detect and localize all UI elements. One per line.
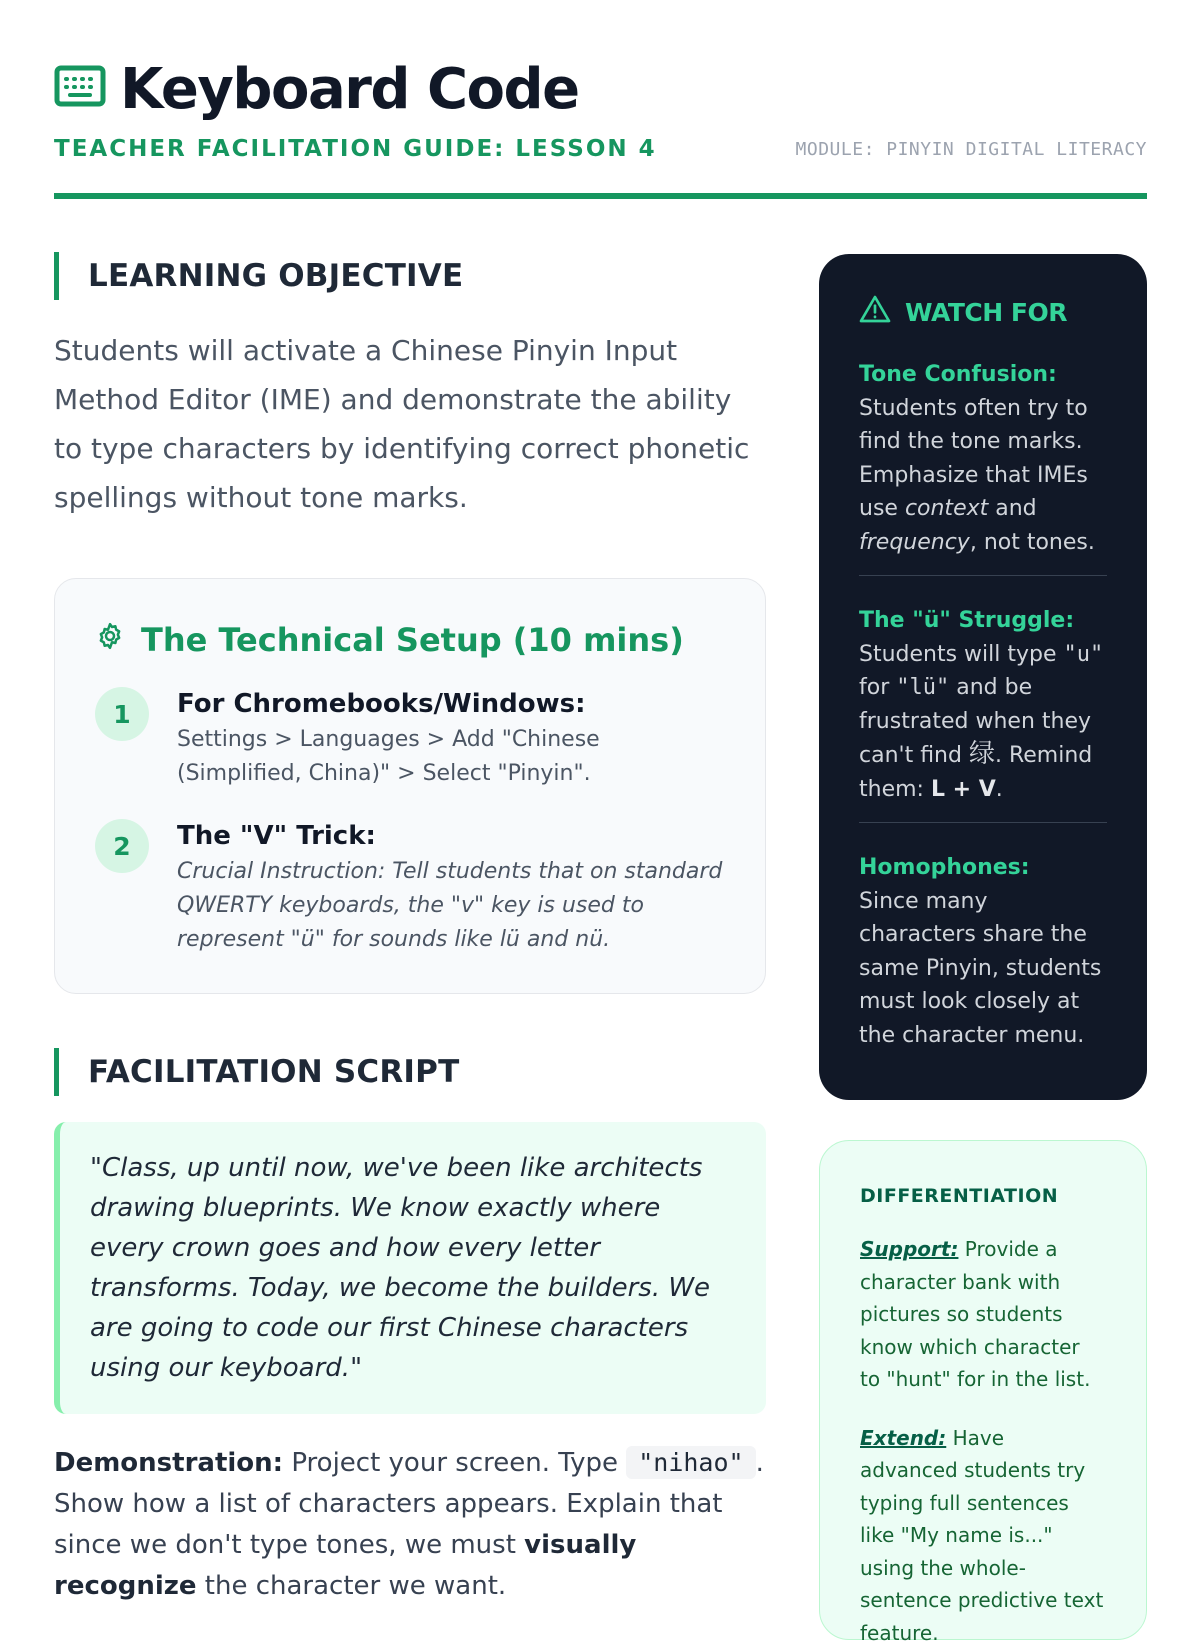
gear-icon <box>95 621 141 659</box>
watch-item-text: . Remind them: <box>859 743 1092 802</box>
watch-item-u-struggle <box>859 575 1107 806</box>
watch-item-title: The "ü" Struggle: <box>859 604 1107 638</box>
step-body <box>177 687 725 791</box>
setup-heading-row <box>95 621 725 659</box>
guide-subtitle: TEACHER FACILITATION GUIDE: LESSON 4 <box>54 136 657 162</box>
watch-item-title: Homophones: <box>859 851 1107 885</box>
setup-step <box>95 687 725 791</box>
step-body <box>177 819 725 957</box>
script-heading: FACILITATION SCRIPT <box>54 1048 766 1096</box>
watch-item-title: Tone Confusion: <box>859 358 1107 392</box>
demo-text: the character we want. <box>197 1571 507 1601</box>
watch-item-emphasis: context <box>905 496 988 521</box>
technical-setup-card <box>54 578 766 994</box>
watch-item-text: Students will type <box>859 642 1064 667</box>
watch-item-character: 绿 <box>969 739 995 769</box>
differentiation-heading: DIFFERENTIATION <box>860 1185 1106 1207</box>
demonstration-text <box>54 1442 766 1607</box>
page-header <box>54 54 1147 168</box>
extend-text: Have advanced students try typing full sentences like "My name is..." using the whole-sentence predictive text feature. <box>860 1426 1103 1645</box>
setup-step <box>95 819 725 957</box>
extend-label: Extend: <box>860 1426 946 1450</box>
differentiation-support <box>860 1233 1106 1396</box>
keyboard-icon <box>54 64 120 114</box>
step-description: Settings > Languages > Add "Chinese (Simplified, China)" > Select "Pinyin". <box>177 723 725 791</box>
watch-item-code: "u" <box>1064 642 1104 667</box>
watch-item-emphasis: frequency <box>859 530 970 555</box>
support-text: Provide a character bank with pictures so students know which character to "hunt" for in the list. <box>860 1237 1090 1391</box>
step-number: 1 <box>95 687 149 741</box>
watch-item-text: for <box>859 675 896 700</box>
watch-item-text: Since many characters share the same Pinyin, students must look closely at the character menu. <box>859 889 1101 1048</box>
step-description: Crucial Instruction: Tell students that on standard QWERTY keyboards, the "v" key is used to represent "ü" for sounds like lü and nü. <box>177 855 725 957</box>
watch-heading-row <box>859 294 1107 330</box>
watch-item-tone <box>859 358 1107 559</box>
watch-item-text: , not tones. <box>970 530 1095 555</box>
watch-item-text: and be frustrated when they can't find <box>859 675 1091 768</box>
script-quote: "Class, up until now, we've been like architects drawing blueprints. We know exactly where every crown goes and how every letter transforms. Today, we become the builders. We are going to code our first Chinese characters using our keyboard." <box>54 1122 766 1414</box>
watch-item-text: Students often try to find the tone marks. Emphasize that IMEs use <box>859 396 1088 522</box>
support-label: Support: <box>860 1237 958 1261</box>
main-column <box>54 252 766 1607</box>
step-title: The "V" Trick: <box>177 819 725 853</box>
differentiation-extend <box>860 1422 1106 1649</box>
step-number: 2 <box>95 819 149 873</box>
watch-item-homophones <box>859 822 1107 1052</box>
demo-label: Demonstration: <box>54 1448 283 1478</box>
watch-item-text: . <box>996 777 1003 802</box>
step-title: For Chromebooks/Windows: <box>177 687 725 721</box>
differentiation-card <box>819 1140 1147 1640</box>
demo-text: Project your screen. Type <box>283 1448 626 1478</box>
objective-heading: LEARNING OBJECTIVE <box>54 252 766 300</box>
demo-code: "nihao" <box>626 1446 755 1479</box>
watch-heading: WATCH FOR <box>905 298 1067 327</box>
subtitle-row <box>54 128 1147 168</box>
watch-for-card <box>819 254 1147 1100</box>
warning-icon <box>859 294 905 330</box>
module-label: MODULE: PINYIN DIGITAL LITERACY <box>796 139 1147 160</box>
objective-text: Students will activate a Chinese Pinyin Input Method Editor (IME) and demonstrate the ability to type characters by identifying correct phonetic spellings without tone marks. <box>54 326 766 522</box>
setup-heading: The Technical Setup (10 mins) <box>141 621 684 659</box>
watch-item-text: and <box>988 496 1036 521</box>
watch-item-keys: L + V <box>931 777 996 802</box>
page-title: Keyboard Code <box>120 57 579 122</box>
demo-text: . Show how a list of characters appears. Explain that since we don't type tones, we must <box>54 1448 764 1560</box>
header-divider <box>54 193 1147 199</box>
watch-item-code: "lü" <box>896 675 949 700</box>
title-row <box>54 54 1147 124</box>
demo-emphasis: visually recognize <box>54 1530 636 1601</box>
